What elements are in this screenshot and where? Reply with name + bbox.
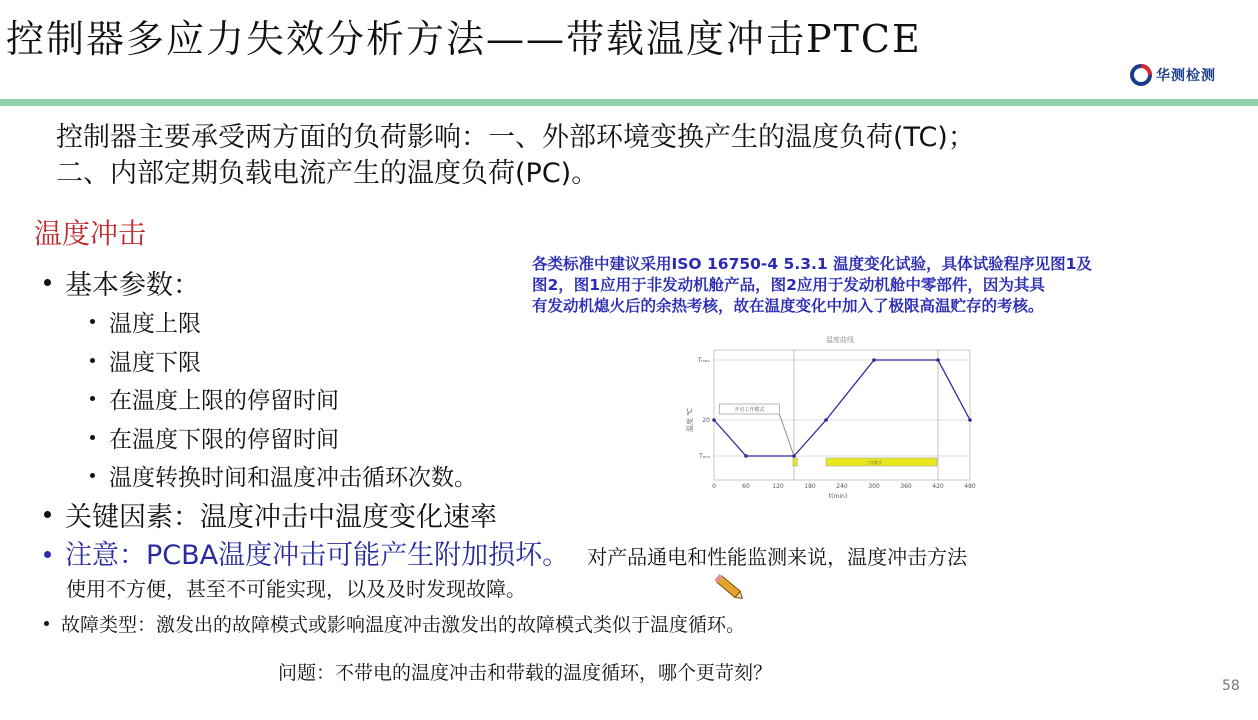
slide-title: 控制器多应力失效分析方法——带载温度冲击PTCE bbox=[6, 17, 922, 61]
bullet-basic-params bbox=[44, 263, 200, 302]
annotation-label: 开启工作模式 bbox=[734, 407, 765, 413]
data-point bbox=[792, 454, 796, 458]
param-item bbox=[90, 344, 201, 377]
y-tick-label: 20 bbox=[702, 417, 710, 424]
bullet-key-factor bbox=[44, 495, 497, 534]
standard-line: 各类标准中建议采用ISO 16750-4 5.3.1 温度变化试验，具体试验程序见图1及 bbox=[532, 255, 1092, 273]
key-factor-text: 关键因素：温度冲击中温度变化速率 bbox=[65, 502, 497, 533]
standard-line: 有发动机熄火后的余热考核，故在温度变化中加入了极限高温贮存的考核。 bbox=[532, 297, 1044, 315]
standard-description bbox=[532, 254, 1147, 317]
param-item bbox=[90, 459, 477, 492]
bullet-icon bbox=[44, 551, 51, 558]
data-point bbox=[712, 418, 716, 422]
chart-title: 温度曲线 bbox=[826, 336, 854, 344]
x-tick-label: 240 bbox=[836, 483, 848, 490]
x-tick-label: 360 bbox=[900, 483, 912, 490]
param-item-label: 温度转换时间和温度冲击循环次数。 bbox=[109, 465, 477, 491]
note-detail-2: 使用不方便，甚至不可能实现，以及及时发现故障。 bbox=[66, 577, 526, 601]
x-tick-label: 480 bbox=[964, 483, 976, 490]
bullet-icon bbox=[90, 319, 95, 324]
pencil-icon bbox=[712, 572, 748, 604]
x-tick-label: 0 bbox=[712, 483, 716, 490]
fault-type-text: 故障类型：激发出的故障模式或影响温度冲击激发出的故障模式类似于温度循环。 bbox=[61, 614, 746, 636]
question-text: 问题：不带电的温度冲击和带载的温度循环，哪个更苛刻？ bbox=[278, 662, 773, 684]
x-axis-label: t(min) bbox=[828, 493, 848, 500]
param-item-label: 温度上限 bbox=[109, 311, 201, 337]
bullet-icon bbox=[44, 511, 51, 518]
header-divider bbox=[0, 99, 1258, 106]
param-item-label: 在温度上限的停留时间 bbox=[109, 388, 339, 414]
x-tick-label: 420 bbox=[932, 483, 944, 490]
x-tick-label: 180 bbox=[804, 483, 816, 490]
y-axis-label: 温度 ℃ bbox=[686, 407, 694, 433]
bullet-fault-type bbox=[44, 610, 745, 637]
standard-line: 图2，图1应用于非发动机舱产品，图2应用于发动机舱中零部件，因为其具 bbox=[532, 276, 1045, 294]
page-number: 58 bbox=[1222, 678, 1240, 694]
param-item-label: 在温度下限的停留时间 bbox=[109, 427, 339, 453]
data-point bbox=[824, 418, 828, 422]
param-item bbox=[90, 421, 339, 454]
company-logo bbox=[1130, 64, 1216, 86]
bullet-icon bbox=[90, 435, 95, 440]
param-item-label: 温度下限 bbox=[109, 350, 201, 376]
bullet-icon bbox=[90, 473, 95, 478]
data-point bbox=[872, 358, 876, 362]
bullet-icon bbox=[90, 358, 95, 363]
x-tick-label: 60 bbox=[742, 483, 750, 490]
bullet-icon bbox=[44, 279, 51, 286]
param-item bbox=[90, 382, 339, 415]
temperature-profile-chart bbox=[686, 330, 986, 500]
logo-icon bbox=[1130, 64, 1152, 86]
bullet-icon bbox=[44, 621, 49, 626]
section-title: 温度冲击 bbox=[34, 217, 147, 250]
x-tick-label: 120 bbox=[772, 483, 784, 490]
bullet-note bbox=[44, 533, 967, 572]
data-point bbox=[936, 358, 940, 362]
intro-text bbox=[56, 120, 975, 192]
y-tick-label: Tₘᵢₙ bbox=[699, 453, 710, 460]
basic-params-label: 基本参数： bbox=[65, 270, 200, 301]
note-warning: 注意：PCBA温度冲击可能产生附加损坏。 bbox=[65, 540, 570, 571]
operating-bar bbox=[793, 458, 797, 466]
param-item bbox=[90, 305, 201, 338]
data-point bbox=[744, 454, 748, 458]
intro-line-1: 控制器主要承受两方面的负荷影响：一、外部环境变换产生的温度负荷(TC)； bbox=[56, 122, 975, 153]
annotation-label: 工作模式 bbox=[866, 460, 882, 465]
data-point bbox=[968, 418, 972, 422]
x-tick-label: 300 bbox=[868, 483, 880, 490]
intro-line-2: 二、内部定期负载电流产生的温度负荷(PC)。 bbox=[56, 158, 599, 189]
y-tick-label: Tₘₐₓ bbox=[697, 357, 710, 364]
bullet-icon bbox=[90, 396, 95, 401]
note-detail-1: 对产品通电和性能监测来说，温度冲击方法 bbox=[587, 545, 968, 569]
logo-text: 华测检测 bbox=[1156, 68, 1216, 84]
